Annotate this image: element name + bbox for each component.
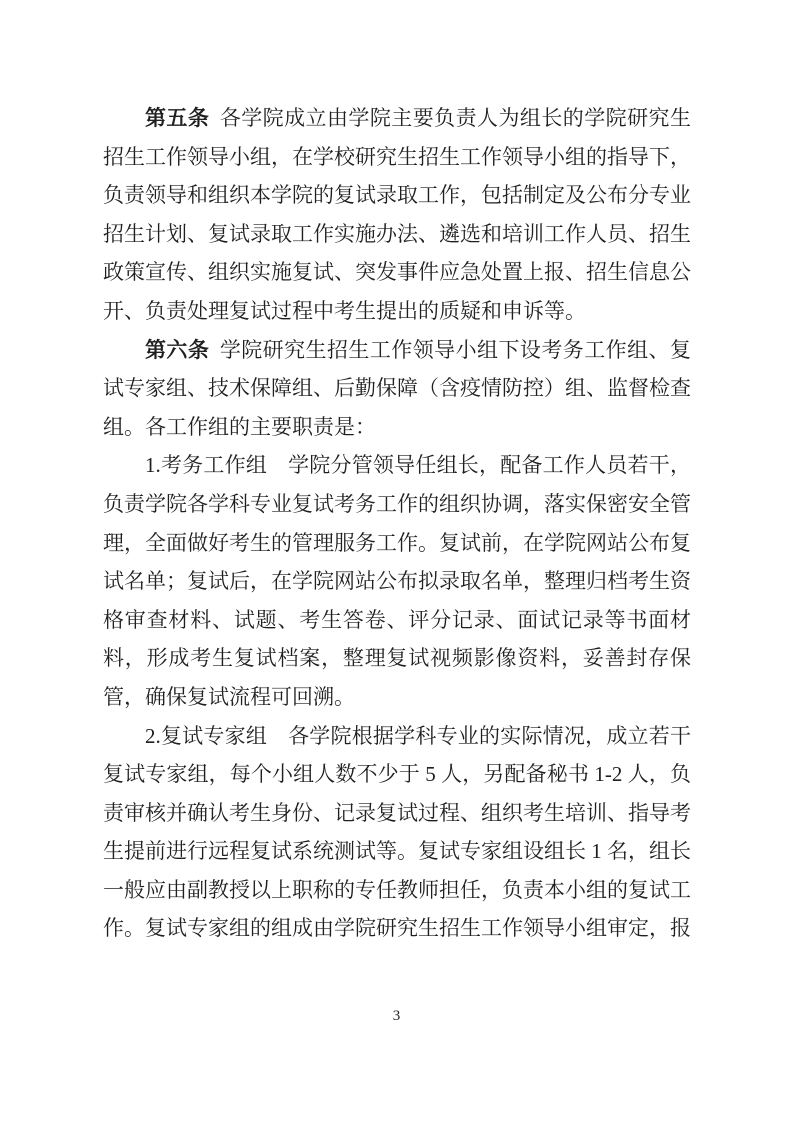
workgroup-1-title: 1.考务工作组	[145, 453, 268, 478]
workgroup-1-text: 学院分管领导任组长，配备工作人员若干，负责学院各学科专业复试考务工作的组织协调，落实保密安全管理，全面做好考生的管理服务工作。复试前，在学院网站公布复试名单；复试后，在学院网站公布拟录取名单，整理归档考生资格审查材料、试题、考生答卷、评分记录、面试记录等书面材料，形成考生复试档案，整理复试视频影像资料，妥善封存保管，确保复试流程可回溯。	[103, 453, 691, 709]
article-6-paragraph	[103, 331, 691, 447]
article-5-text: 各学院成立由学院主要负责人为组长的学院研究生招生工作领导小组，在学校研究生招生工作领导小组的指导下，负责领导和组织本学院的复试录取工作，包括制定及公布分专业招生计划、复试录取工作实施办法、遴选和培训工作人员、招生政策宣传、组织实施复试、突发事件应急处置上报、招生信息公开、负责处理复试过程中考生提出的质疑和申诉等。	[103, 106, 691, 323]
workgroup-2-title: 2.复试专家组	[145, 723, 268, 748]
page-number: 3	[392, 1008, 401, 1024]
article-6-text: 学院研究生招生工作领导小组下设考务工作组、复试专家组、技术保障组、后勤保障（含疫情防控）组、监督检查组。各工作组的主要职责是：	[103, 337, 691, 439]
document-body	[103, 99, 691, 948]
workgroup-2-text: 各学院根据学科专业的实际情况，成立若干复试专家组，每个小组人数不少于 5 人，另配备秘书 1-2 人，负责审核并确认考生身份、记录复试过程、组织考生培训、指导考生提前进行远程复试系统测试等。复试专家组设组长 1 名，组长一般应由副教授以上职称的专任教师担任，负责本小组的复试工作。复试专家组的组成由学院研究生招生工作领导小组审定，报	[103, 723, 691, 941]
article-6-number: 第六条	[145, 337, 210, 362]
workgroup-2-paragraph	[103, 717, 691, 949]
workgroup-1-paragraph	[103, 446, 691, 716]
article-5-paragraph	[103, 99, 691, 331]
article-5-number: 第五条	[145, 106, 210, 130]
